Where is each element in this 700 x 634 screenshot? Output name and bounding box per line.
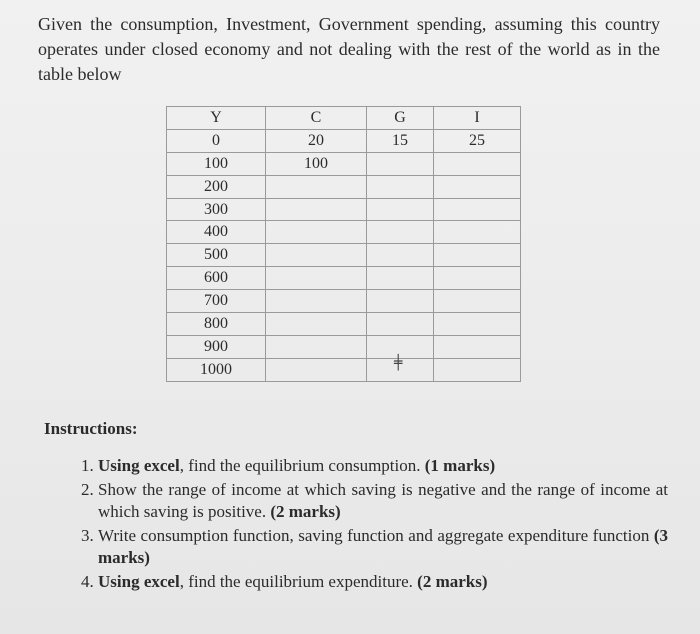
- header-g: G: [367, 107, 434, 130]
- data-table: [166, 106, 521, 382]
- table-row: [167, 358, 521, 381]
- table-cell: [367, 175, 434, 198]
- table-cell: [434, 244, 521, 267]
- table-row: [167, 335, 521, 358]
- table-cell: [266, 313, 367, 336]
- table-body: [167, 129, 521, 381]
- table-cell: 200: [167, 175, 266, 198]
- instruction-marks: (2 marks): [270, 502, 341, 521]
- table-cell: 20: [266, 129, 367, 152]
- table-cell: [434, 358, 521, 381]
- table-cell: [367, 313, 434, 336]
- instruction-marks: (3 marks): [98, 526, 668, 567]
- table-cell: [367, 221, 434, 244]
- table-row: [167, 152, 521, 175]
- instruction-bold-lead: Using excel: [98, 456, 180, 475]
- table-cell: [367, 152, 434, 175]
- table-cell: [367, 198, 434, 221]
- instructions-title: Instructions:: [44, 419, 138, 438]
- table-cell: [266, 267, 367, 290]
- table-cell: 15: [367, 129, 434, 152]
- instruction-item: [98, 455, 668, 477]
- table-cell: [266, 358, 367, 381]
- table-cell: 100: [167, 152, 266, 175]
- table-cell: [266, 221, 367, 244]
- table-cell: [434, 313, 521, 336]
- table-row: [167, 175, 521, 198]
- instruction-bold-lead: Using excel: [98, 572, 180, 591]
- table-cell: [266, 198, 367, 221]
- table-cell: 700: [167, 290, 266, 313]
- table-cell: 300: [167, 198, 266, 221]
- table-cell: 500: [167, 244, 266, 267]
- header-c: C: [266, 107, 367, 130]
- table-row: [167, 129, 521, 152]
- instruction-marks: (2 marks): [417, 572, 488, 591]
- table-cell: [434, 198, 521, 221]
- table-cell: 400: [167, 221, 266, 244]
- instructions-list: [70, 455, 668, 595]
- table-cell: [434, 152, 521, 175]
- table-row: [167, 290, 521, 313]
- instruction-marks: (1 marks): [424, 456, 496, 475]
- table-cell: 900: [167, 335, 266, 358]
- instruction-text: Show the range of income at which saving is negative and the range of income at which saving is positive.: [98, 480, 668, 521]
- instruction-item: [98, 571, 668, 593]
- intro-paragraph: Given the consumption, Investment, Government spending, assuming this country operates under closed economy and not dealing with the rest of the world as in the table below: [38, 14, 660, 84]
- table-cell: [434, 175, 521, 198]
- table-cell: 1000: [167, 358, 266, 381]
- table-cell: [434, 335, 521, 358]
- instruction-item: [98, 479, 668, 523]
- table-cell: [266, 335, 367, 358]
- table-cell: 100: [266, 152, 367, 175]
- table-cell: 0: [167, 129, 266, 152]
- table-row: [167, 221, 521, 244]
- table-cell: [367, 267, 434, 290]
- header-y: Y: [167, 107, 266, 130]
- table-row: [167, 244, 521, 267]
- table-cell: [266, 244, 367, 267]
- instruction-text: Write consumption function, saving function and aggregate expenditure function: [98, 526, 654, 545]
- table-cell: [434, 290, 521, 313]
- instruction-text: , find the equilibrium expenditure.: [179, 572, 418, 591]
- table-cell: 800: [167, 313, 266, 336]
- instruction-text: , find the equilibrium consumption.: [179, 456, 425, 475]
- table-cell: 600: [167, 267, 266, 290]
- table-cell: [266, 290, 367, 313]
- table-cell: [434, 267, 521, 290]
- table-cell: 25: [434, 129, 521, 152]
- table-cell: [367, 290, 434, 313]
- cursor-crosshair-icon: ╪: [394, 355, 403, 371]
- table-row: [167, 267, 521, 290]
- table-row: [167, 313, 521, 336]
- table-header-row: [167, 107, 521, 130]
- table-cell: [266, 175, 367, 198]
- instruction-item: [98, 525, 668, 569]
- table-row: [167, 198, 521, 221]
- table-cell: [367, 244, 434, 267]
- table-cell: [434, 221, 521, 244]
- header-i: I: [434, 107, 521, 130]
